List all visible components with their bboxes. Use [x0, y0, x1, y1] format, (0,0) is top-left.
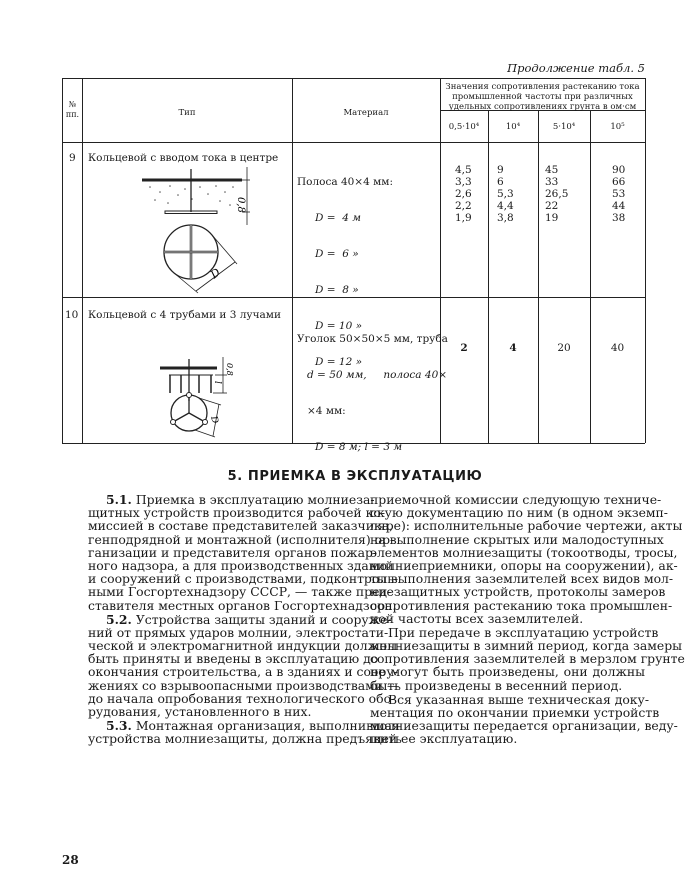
material-line: D = 4 м: [315, 212, 361, 224]
subheader-2: 10⁴: [505, 122, 521, 132]
value-column: [545, 164, 568, 224]
material-line: D = 8 »: [315, 284, 359, 296]
value: 1,9: [455, 212, 472, 224]
text-line: ниезащитных устройств, протоколы замеров: [370, 584, 666, 600]
value: 90: [612, 164, 626, 176]
text-line-content: Монтажная организация, выполнившая: [135, 718, 400, 734]
text-line: молниеприемники, опоры на сооружении), ак-: [370, 557, 678, 573]
material-line: Полоса 40×4 мм:: [297, 176, 393, 188]
text-line: молниезащиты в зимний период, когда замеры: [370, 638, 682, 654]
value: 9: [497, 164, 504, 176]
diameter-label: D: [207, 265, 223, 282]
value: 44: [612, 200, 626, 212]
text-line: ний от прямых ударов молнии, электростати-: [88, 624, 389, 640]
text-line: [88, 611, 392, 627]
text-line: щитных устройств производится рабочей ко-: [88, 505, 386, 521]
value: 20: [557, 342, 571, 354]
clause-number: 5.3.: [106, 718, 132, 734]
value: 4,5: [455, 164, 472, 176]
value-column: [455, 164, 472, 224]
value: 22: [545, 200, 559, 212]
header-num: № пп.: [65, 100, 80, 119]
value: 4,4: [497, 200, 514, 212]
material-line: D = 8 м; l = 3 м: [315, 441, 403, 453]
value-column: [497, 164, 514, 224]
text-line: щей ее эксплуатацию.: [370, 731, 518, 747]
value: 53: [612, 188, 626, 200]
text-line: молниезащиты передается организации, веду-: [370, 718, 678, 734]
text-line: быть приняты и введены в эксплуатацию до: [88, 651, 379, 667]
text-line: ставителя местных органов Госгортехнадзора.: [88, 597, 397, 613]
text-line: элементов молниезащиты (токоотводы, тросы,: [370, 544, 678, 560]
header-line: Значения сопротивления растеканию тока: [445, 82, 640, 92]
text-line: на выполнение скрытых или малодоступных: [370, 531, 664, 547]
length-label: l: [212, 381, 222, 384]
header-material: Материал: [343, 108, 389, 118]
paragraph: [370, 691, 678, 747]
text-line: приемочной комиссии следующую техниче-: [370, 492, 662, 507]
text-line: сопротивления растеканию тока промышлен-: [370, 597, 673, 613]
text-line: ческой и электромагнитной индукции должны: [88, 638, 398, 654]
page-number: 28: [62, 853, 79, 867]
depth-label: 0,8: [235, 197, 246, 213]
clause-number: 5.2.: [106, 611, 132, 627]
text-line: ной частоты всех заземлителей.: [370, 610, 584, 626]
text-line: ментация по окончании приемки устройств: [370, 705, 660, 720]
text-line: до начала опробования технологического обо-: [88, 690, 396, 706]
row-num: 10: [65, 309, 79, 321]
text-line: При передаче в эксплуатацию устройств: [388, 624, 659, 640]
text-line: ными Госгортехнадзору СССР, — также пред-: [88, 584, 392, 600]
text-line: миссией в составе представителей заказчика,: [88, 518, 394, 534]
clause-number: 5.1.: [106, 492, 132, 507]
value: 38: [612, 212, 626, 224]
header-line: удельных сопротивлениях грунта в ом·см: [448, 102, 637, 112]
text-line: ты выполнения заземлителей всех видов мол-: [370, 571, 674, 587]
value: 6: [497, 176, 504, 188]
value: 5,3: [497, 188, 514, 200]
value: 2: [460, 342, 468, 354]
diameter-label: D: [208, 415, 220, 425]
paragraph: [370, 624, 685, 693]
table-continuation-label: Продолжение табл. 5: [507, 61, 645, 75]
ring-earth-electrode-figure: [130, 165, 270, 295]
text-line-content: Приемка в эксплуатацию молниеза-: [135, 492, 375, 507]
text-line: рудования, установленного в них.: [88, 704, 312, 719]
section-title: 5. ПРИЕМКА В ЭКСПЛУАТАЦИЮ: [227, 469, 483, 484]
material-line: D = 6 »: [315, 248, 359, 260]
material-line: D = 12 »: [315, 356, 363, 368]
text-line: окончания строительства, а в зданиях и соору-: [88, 664, 398, 680]
left-text-column: [88, 492, 402, 747]
row-type: Кольцевой с вводом тока в центре: [88, 152, 279, 164]
subheader-4: 10⁵: [610, 122, 625, 132]
value: 3,3: [455, 176, 472, 188]
paragraph: [88, 718, 402, 747]
value: 66: [612, 176, 626, 188]
text-line: ляре): исполнительные рабочие чертежи, акты: [370, 518, 683, 534]
text-line: Вся указанная выше техническая доку-: [388, 691, 650, 707]
row-num: 9: [69, 152, 76, 164]
value: 45: [545, 164, 559, 176]
header-values-group: [440, 82, 645, 112]
text-line: и сооружений с производствами, подконтроль-: [88, 571, 399, 587]
text-line-content: Устройства защиты зданий и сооруже-: [135, 611, 392, 627]
text-line: жениях со взрывоопасными производствами —: [88, 677, 400, 693]
ring-with-tubes-figure: [155, 355, 245, 440]
header-type: Тип: [178, 108, 196, 118]
text-line: сопротивления заземлителей в мерзлом грунте: [370, 651, 685, 667]
subheader-3: 5·10⁴: [552, 122, 576, 132]
paragraph: [88, 492, 399, 613]
value: 26,5: [545, 188, 569, 200]
value: 2,2: [455, 200, 472, 212]
value: 2,6: [455, 188, 472, 200]
text-line: ганизации и представителя органов пожар-: [88, 544, 378, 560]
header-line: промышленной частоты при различных: [452, 92, 633, 102]
row-material: [297, 309, 448, 477]
text-line: генподрядной и монтажной (исполнителя) ор-: [88, 531, 395, 547]
value: 3,8: [497, 212, 514, 224]
depth-label: 0,8: [225, 363, 234, 376]
value: 33: [545, 176, 559, 188]
value-column: [612, 164, 625, 224]
text-line: ного надзора, а для производственных зданий: [88, 557, 394, 573]
material-line: d = 50 мм, полоса 40×: [307, 369, 448, 381]
text-line: устройства молниезащиты, должна предъявить: [88, 731, 402, 747]
paragraph: [370, 492, 683, 626]
material-line: ×4 мм:: [307, 405, 346, 417]
paragraph: [88, 611, 400, 719]
value: 4: [509, 342, 517, 354]
value: 19: [545, 212, 559, 224]
material-line: Уголок 50×50×5 мм, труба: [297, 333, 448, 345]
subheader-1: 0,5·10⁴: [448, 122, 480, 132]
text-line: скую документацию по ним (в одном экземп-: [370, 505, 668, 521]
text-line: быть произведены в весенний период.: [370, 677, 623, 693]
row-type: Кольцевой с 4 трубами и 3 лучами: [88, 309, 281, 321]
material-line: D = 10 »: [315, 320, 363, 332]
right-text-column: [370, 492, 685, 747]
text-line: не могут быть произведены, они должны: [370, 664, 645, 680]
value: 40: [610, 342, 625, 354]
